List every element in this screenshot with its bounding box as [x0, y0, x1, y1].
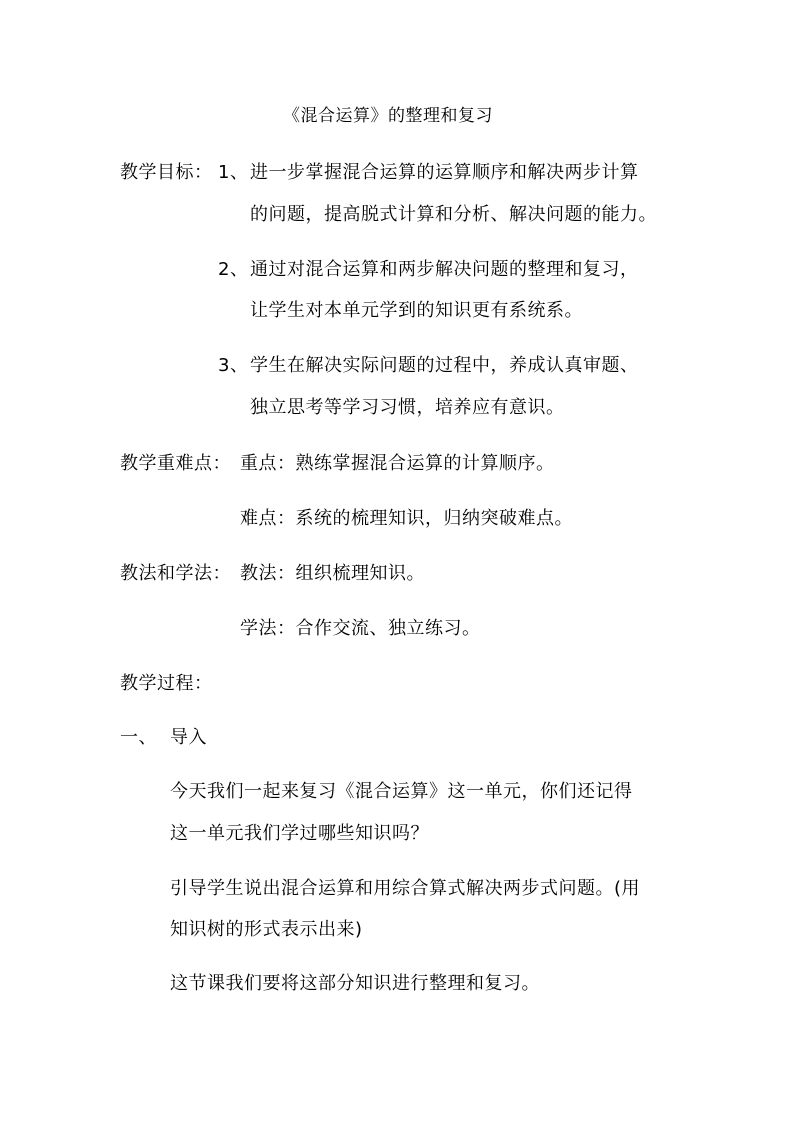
objective-3-line2: 独立思考等学习习惯，培养应有意识。 — [250, 397, 565, 418]
objective-1-number: 1、 — [218, 162, 249, 183]
key-point-focus: 重点：熟练掌握混合运算的计算顺序。 — [240, 453, 555, 474]
objective-2-line2: 让学生对本单元学到的知识更有系统系。 — [250, 300, 583, 321]
objectives-label: 教学目标： — [120, 162, 213, 183]
objective-1-line2: 的问题，提高脱式计算和分析、解决问题的能力。 — [250, 204, 657, 225]
process-label: 教学过程： — [120, 673, 213, 694]
objective-3-line1: 学生在解决实际问题的过程中，养成认真审题、 — [250, 355, 639, 376]
key-point-difficulty: 难点：系统的梳理知识，归纳突破难点。 — [240, 508, 573, 529]
paragraph-1-line1: 今天我们一起来复习《混合运算》这一单元，你们还记得 — [170, 781, 633, 802]
section-number: 一、 — [120, 727, 157, 748]
paragraph-1-line2: 这一单元我们学过哪些知识吗？ — [170, 823, 429, 844]
method-learning: 学法：合作交流、独立练习。 — [240, 618, 481, 639]
objective-3-number: 3、 — [218, 355, 249, 376]
paragraph-3: 这节课我们要将这部分知识进行整理和复习。 — [170, 973, 540, 994]
paragraph-2-line2: 知识树的形式表示出来) — [170, 919, 363, 940]
objective-1-line1: 进一步掌握混合运算的运算顺序和解决两步计算 — [250, 162, 639, 183]
methods-label: 教法和学法： — [120, 563, 231, 584]
key-points-label: 教学重难点： — [120, 453, 231, 474]
section-title: 导入 — [170, 727, 207, 748]
objective-2-number: 2、 — [218, 259, 249, 280]
method-teaching: 教法：组织梳理知识。 — [240, 563, 425, 584]
document-title: 《混合运算》的整理和复习 — [283, 106, 493, 126]
paragraph-2-line1: 引导学生说出混合运算和用综合算式解决两步式问题。(用 — [170, 878, 641, 899]
objective-2-line1: 通过对混合运算和两步解决问题的整理和复习， — [250, 259, 639, 280]
